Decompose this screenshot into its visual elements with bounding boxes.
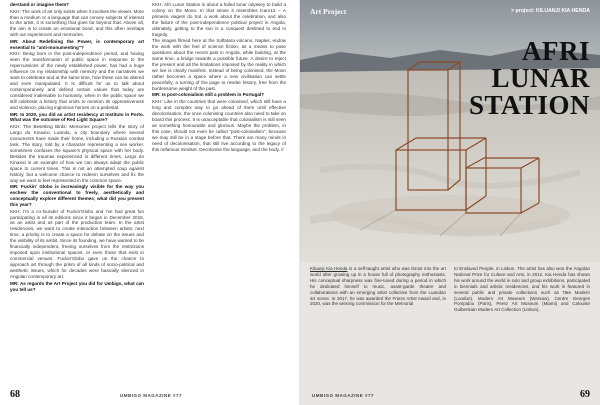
right-page [300, 0, 600, 405]
headline-line-1: AFRI [522, 36, 590, 66]
section-label: Art Project [310, 7, 347, 16]
interview-answer: The images filmed here at the Solfatara volcano, Naples, endow the work with the feel of science fiction, as a means to pose questions about the recent past in Angola, while building, at the same time, a bridge towards a possible future. A desire to reject the present and all the limitations imposed by the reality in which we live is clearly manifest. Instead of being colonised, the Moon rather becomes a space where a new civilisation can settle peacefully, a turning of the page to rewrite history, free from the burdensome weight of the past. [152, 38, 286, 91]
interview-answer: KKH: Like in the countries that were colonised, which still have a long and complex way to go ahead of them until effective decolonisation, the once colonising countries also need to take on board this process. It is unacceptable that colonialism is still seen as something honourable and glorious. Maybe the problem, in this case, should not even be called "post-colonialism", because we may still be in a stage before that. There are many minds in need of decolonisation, that still live according to the legacy of this nefarious mindset. Decolonise the language, and the body. // [152, 99, 286, 152]
magazine-name-left: UMBIGO MAGAZINE #77 [120, 393, 183, 398]
interview-answer: KKH: Being born in the post-independence period, and having seen the transformation of public space in response to the repercussions of the newly established power, has had a huge influence on my relationship with memory and the narratives we want to celebrate and at the same time, how these can be altered and even manipulated. It is difficult for us to talk about contemporaneity and defend certain values that today are considered inalienable to humanity, when in the public space we still celebrate a history that omits to mention its oppressiveness and violence, placing inglorious heroes on a pedestal. [10, 51, 144, 110]
interview-question: MR: About Redefining the Power, is contemporary art essential to "anti-monumenting"? [10, 38, 144, 50]
interview-answer: KKH: The Besetting Birds: Memories project tells the story of Largo do Kinaxixi, Luanda, a city boundary where several monuments have made their home, including a Russian combat tank. The story, told by a character representing a sex worker, sometimes confuses the square's physical space with her body. Besides the traumas experienced in different times, Largo do Kinaxixi is an example of how we can always adapt the public space to current times. This is not an attempted coup against history, but a welcome chance to redeem ourselves and fix the way we want to feel represented in the common space. [10, 124, 144, 183]
headline-line-3: STATION [468, 90, 590, 120]
page-gutter [299, 0, 301, 405]
headline [469, 38, 590, 119]
magazine-name-right: UMBIGO MAGAZINE #77 [312, 393, 375, 398]
project-label: > project: KILUANJI KIA HENDA [511, 8, 590, 14]
interview-answer: KKH: The work of art only exists when it involves the viewer. More than a medium or a language that can convey subjects of interest to the artist, it is something that goes far beyond that. Above all, the aim is to create an emotional bond, and this often overlaps with our experiences and memories. [10, 8, 144, 38]
artist-bio-column-1 [310, 266, 446, 307]
headline-line-2: LUNAR [491, 63, 590, 93]
artist-bio-column-2: to Enslaved People, in Lisbon. The artist has also won the Angolan National Prize for Culture and Arts, in 2012. Kia Henda has shown his work around the world in solo and group exhibitions, participated in biennials and artistic residencies, and his work is featured in several public and private collections such as Tate Modern (London), Modern Art Museum (Warsaw), Centre Georges Pompidou (Paris), Perez Art Museum (Miami) and Calouste Gulbenkian Modern Art Collection (Lisbon). [454, 266, 590, 313]
interview-question: MR: In 2020, you did an artist residency at Instituto in Porto. What was the outcome of Red Light Square? [10, 111, 144, 123]
interview-column-1 [10, 2, 144, 293]
artist-bio-text-1: is a self-taught artist who was thrust into the art world after growing up in a house full of photography enthusiasts. His conceptual sharpness was fine-tuned during a period in which he dedicated himself to music, avant-garde theatre and collaborations with an emerging artist collective from the Luandan art scene. In 2017, he was awarded the Frieze Artist Award and, in 2020, was the winning commission for the Memorial [310, 266, 446, 307]
interview-question: MR: As regards the Art Project you did for Umbigo, what can you tell us? [10, 280, 144, 292]
artist-name: Kiluanji Kia Henda [310, 266, 348, 271]
interview-question: MR: Fuckin' Globo is increasingly visible for the way you eschew the conventional to freely, aesthetically and conceptually explore different themes; what did you present this year? [10, 184, 144, 208]
page-number-right: 69 [580, 389, 590, 400]
interview-answer: KKH: Afri Lunar Station is about a failed lunar odyssey to build a colony on the Moon. In that sense it resembles Icaro13 – A primeira viagem do Sol, a work about the celebration, and also the failure of the post-independence political project in Angola, ultimately, getting to the sun is a conquest destined to end in tragedy. [152, 2, 286, 37]
interview-question: MR: Is post-colonialism still a problem in Portugal? [152, 92, 265, 98]
interview-question: derstand or imagine them? [10, 2, 69, 7]
interview-answer: KKH: I'm a co-founder of Fuckin'Globo and I've had great fun participating in all its editions since it began in December 2015, as an artist and as part of the production team. In the artist residencies, we want to create interaction between artists; next time, a priority is to create a space for debate on the issues and the visibility of its ambit. Since its founding, we have wanted to be financially independent, freeing ourselves from the restrictions imposed upon institutional spaces, or even those that exist in commercial venues. Fuckin'Globo gave us the chance to approach art through the prism of all kinds of socio-political and aesthetic issues, which for decades were basically silenced in Angolan contemporary art. [10, 208, 144, 280]
page-number-left: 68 [10, 389, 20, 400]
interview-column-2 [152, 2, 286, 153]
